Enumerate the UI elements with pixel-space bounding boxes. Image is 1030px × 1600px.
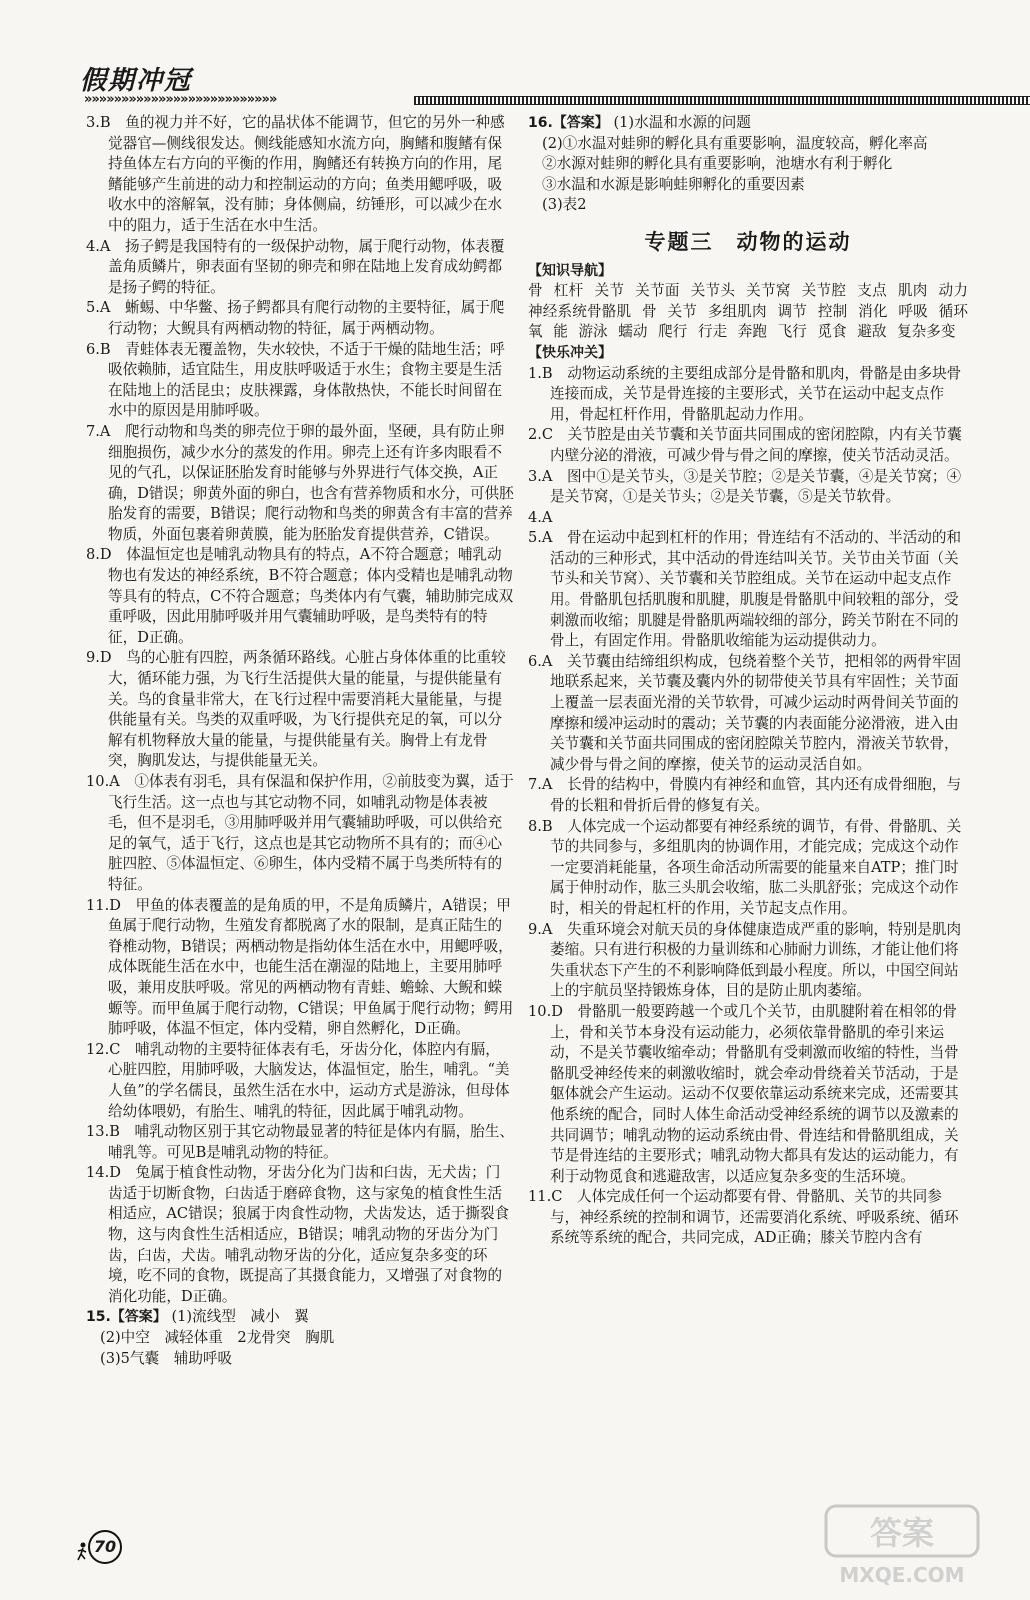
answer-16-line5: (3)表2: [542, 196, 587, 214]
knowledge-nav-label: 【知识导航】: [528, 262, 612, 279]
answer-15-label: 15.【答案】: [86, 1309, 167, 1326]
watermark-bottom: MXQE.COM: [839, 1563, 965, 1587]
answer-16-line4: ③水温和水源是影响蛙卵孵化的重要因素: [542, 175, 805, 193]
left-column: [86, 113, 514, 1369]
answer-16: [528, 113, 968, 216]
answer-item: 3.B 鱼的视力并不好，它的晶状体不能调节，但它的另外一种感觉器官—侧线很发达。侧线能感知水流方向，胸鳍和腹鳍有保持鱼体左右方向的平衡的作用，胸鳍还有转换方向的作用，尾鳍能够产生前进的动力和控制运动的方向；鱼类用鳃呼吸，吸收水中的溶解氧，没有肺；身体侧扁，纺锤形，可以减少在水中的阻力，适于生活在水中生活。: [86, 114, 505, 234]
answer-item: 1.B 动物运动系统的主要组成部分是骨骼和肌肉，骨骼是由多块骨连接而成，关节是骨连接的主要形式，关节在运动中起支点作用，骨起杠杆作用，骨骼肌起动力作用。: [528, 364, 962, 423]
answer-16-line1: (1)水温和水源的问题: [613, 114, 751, 131]
section-title: 专题三 动物的运动: [644, 229, 852, 254]
page-number: 70: [88, 1530, 122, 1564]
runner-icon: [76, 1542, 88, 1562]
knowledge-nav-text: 骨 杠杆 关节 关节面 关节头 关节窝 关节腔 支点 肌肉 动力 神经系统骨骼肌 骨 关节 多组肌肉 调节 控制 消化 呼吸 循环 氧 能 游泳 蠕动 爬行 行走 奔跑 飞行 觅食 避敌 复杂多变: [528, 282, 968, 341]
answer-item: 4.A: [528, 508, 553, 526]
answer-item: 7.A 长骨的结构中，骨膜内有神经和血管，其内还有成骨细胞，与骨的长粗和骨折后骨的修复有关。: [528, 776, 962, 814]
answer-item: 10.A ①体表有羽毛，具有保温和保护作用，②前肢变为翼，适于飞行生活。这一点也与其它动物不同，如哺乳动物是体表被毛，但不是羽毛，③用肺呼吸并用气囊辅助呼吸，可以供给充足的氧气，适于飞行，这点也是其它动物所不具有的；而④心脏四腔、⑤体温恒定、⑥卵生，体内受精不属于鸟类所特有的特征。: [86, 773, 514, 893]
answer-item: 7.A 爬行动物和鸟类的卵壳位于卵的最外面，坚硬，具有防止卵细胞损伤，减少水分的蒸发的作用。卵壳上还有许多肉眼看不见的气孔，以保证胚胎发育时能够与外界进行气体交换，A正确，D错误；卵黄外面的卵白，也含有营养物质和水分，可供胚胎发育的需要，B错误；爬行动物和鸟类的卵黄含有丰富的营养物质，外面包裹着卵黄膜，能为胚胎发育提供营养，C错误。: [86, 422, 514, 543]
answer-item: 13.B 哺乳动物区别于其它动物最显著的特征是体内有膈，胎生、哺乳等。可见B是哺乳动物的特征。: [86, 1123, 514, 1161]
answer-item: 14.D 兔属于植食性动物，牙齿分化为门齿和臼齿，无犬齿；门齿适于切断食物，臼齿适于磨碎食物，这与家兔的植食性生活相适应，AC错误；狼属于肉食性动物，犬齿发达，适于撕裂食物，这与肉食性生活相适应，B错误；哺乳动物的牙齿分为门齿，臼齿，犬齿。哺乳动物牙齿的分化，适应复杂多变的环境，吃不同的食物，既提高了其摄食能力，又增强了对食物的消化功能，D正确。: [86, 1164, 510, 1305]
practice-label: 【快乐冲关】: [528, 344, 612, 361]
answer-item: 11.D 甲鱼的体表覆盖的是角质的甲，不是角质鳞片，A错误；甲鱼属于爬行动物，生殖发育都脱离了水的限制，是真正陆生的脊椎动物，B错误；两栖动物是指幼体生活在水中，用鳃呼吸，成体既能生活在水中，也能生活在潮湿的陆地上，主要用肺呼吸，兼用皮肤呼吸。常见的两栖动物有青蛙、蟾蜍、大鲵和蝾螈等。而甲鱼属于爬行动物，C错误；甲鱼属于爬行动物；鳄用肺呼吸，体温不恒定，体内受精，卵自然孵化，D正确。: [86, 896, 514, 1038]
answer-15: [86, 1307, 514, 1369]
answer-15-line2: (2)中空 减轻体重 2龙骨突 胸肌: [100, 1329, 335, 1347]
answer-item: 12.C 哺乳动物的主要特征体表有毛，牙齿分化，体腔内有膈，心脏四腔，用肺呼吸，大脑发达，体温恒定，胎生，哺乳。“美人鱼”的学名儒艮，虽然生活在水中，运动方式是游泳，但母体给幼体喂奶，有胎生、哺乳的特征，因此属于哺乳动物。: [86, 1040, 510, 1120]
answer-item: 6.B 青蛙体表无覆盖物，失水较快，不适于干燥的陆地生活；呼吸依赖肺，适宜陆生，用皮肤呼吸适于水生；食物主要是生活在陆地上的活昆虫；皮肤裸露，身体散热快，不能长时间留在水中的原因是用肺呼吸。: [86, 340, 505, 420]
answer-item: 6.A 关节囊由结缔组织构成，包绕着整个关节，把相邻的两骨牢固地联系起来，关节囊及囊内外的韧带使关节具有牢固性；关节面上覆盖一层表面光滑的关节软骨，可减少运动时两骨间关节面的摩擦和缓冲运动时的震动；关节囊的内表面能分泌滑液，进入由关节囊和关节面共同围成的密闭腔隙关节腔内，滑液关节软骨，减少骨与骨之间的摩擦，使关节的运动灵活自如。: [528, 652, 962, 773]
answer-item: 2.C 关节腔是由关节囊和关节面共同围成的密闭腔隙，内有关节囊内壁分泌的滑液，可减少骨与骨之间的摩擦，使关节活动灵活。: [528, 426, 962, 464]
answer-item: 3.A 图中①是关节头，③是关节腔；②是关节囊，④是关节窝；④是关节窝，①是关节头；②是关节囊，⑤是关节软骨。: [528, 467, 962, 506]
answer-item: 8.D 体温恒定也是哺乳动物具有的特点，A不符合题意；哺乳动物也有发达的神经系统，B不符合题意；体内受精也是哺乳动物等具有的特点，C不符合题意；鸟类体内有气囊，辅助肺完成双重呼吸，因此用肺呼吸并用气囊辅助呼吸，是鸟类特有的特征，D正确。: [86, 546, 514, 646]
answer-16-line3: ②水源对蛙卵的孵化具有重要影响，池塘水有利于孵化: [542, 155, 893, 173]
answer-item: 5.A 蜥蜴、中华鳖、扬子鳄都具有爬行动物的主要特征，属于爬行动物；大鲵具有两栖动物的特征，属于两栖动物。: [86, 299, 505, 337]
answer-15-line3: (3)5气囊 辅助呼吸: [100, 1349, 233, 1367]
watermark-top: 答案: [869, 1514, 935, 1552]
answer-item: 10.D 骨骼肌一般要跨越一个或几个关节，由肌腱附着在相邻的骨上，骨和关节本身没有运动能力，必须依靠骨骼肌的牵引来运动，不是关节囊收缩牵动；骨骼肌有受刺激而收缩的特性，当骨骼肌受神经传来的刺激收缩时，就会牵动骨绕着关节活动，于是躯体就会产生运动。运动不仅要依靠运动系统来完成，还需要其他系统的配合，同时人体生命活动受神经系统的调节以及激素的共同调节；哺乳动物的运动系统由骨、骨连结和骨骼肌组成，关节是骨连结的主要形式；哺乳动物大都具有发达的运动能力，有利于动物觅食和逃避敌害，以适应复杂多变的生活环境。: [528, 1002, 959, 1185]
chevron-decoration: »»»»»»»»»»»»»»»»»»»»»»»»»»: [84, 92, 277, 106]
page-number-badge: [80, 1528, 118, 1562]
answer-15-line1: (1)流线型 减小 翼: [171, 1308, 309, 1326]
answer-item: 9.A 失重环境会对航天员的身体健康造成严重的影响，特别是肌肉萎缩。只有进行积极的力量训练和心肺耐力训练，才能让他们将失重状态下产生的不利影响降低到最小程度。所以，中国空间站上的宇航员坚持锻炼身体，目的是防止肌肉萎缩。: [528, 920, 962, 1000]
answer-16-label: 16.【答案】: [528, 115, 609, 131]
answer-item: 9.D 鸟的心脏有四腔，两条循环路线。心脏占身体体重的比重较大，循环能力强，为飞行生活提供大量的能量，与提供能量有关。鸟的食量非常大，在飞行过程中需要消耗大量能量，与提供能量有关。鸟类的双重呼吸，为飞行提供充足的氧，可以分解有机物释放大量的能量，与提供能量有关。胸骨上有龙骨突，胸肌发达，与提供能量无关。: [86, 649, 506, 770]
answer-item: 4.A 扬子鳄是我国特有的一级保护动物，属于爬行动物，体表覆盖角质鳞片，卵表面有坚韧的卵壳和卵在陆地上发育成幼鳄都是扬子鳄的特征。: [86, 237, 505, 296]
answer-item: 8.B 人体完成一个运动都要有神经系统的调节，有骨、骨骼肌、关节的共同参与，多组肌肉的协调作用，才能完成；完成这个动作一定要消耗能量，各项生命活动所需要的能量来自ATP；推门时属于伸肘动作，肱三头肌会收缩，肱二头肌舒张；完成这个动作时，相关的骨起杠杆的作用，关节起支点作用。: [528, 817, 962, 917]
right-column: [528, 113, 968, 1249]
header-rule: [414, 96, 1030, 105]
brand-title: 假期冲冠: [80, 66, 193, 96]
watermark-logo: [822, 1500, 982, 1590]
answer-item: 11.C 人体完成任何一个运动都要有骨、骨骼肌、关节的共同参与，神经系统的控制和调节，还需要消化系统、呼吸系统、循环系统等系统的配合，共同完成，AD正确；膝关节腔内含有: [528, 1188, 959, 1247]
answer-item: 5.A 骨在运动中起到杠杆的作用；骨连结有不活动的、半活动的和活动的三种形式，其中活动的骨连结叫关节。关节由关节面（关节头和关节窝）、关节囊和关节腔组成。关节在运动中起支点作用。骨骼肌包括肌腹和肌腱，肌腹是骨骼肌中间较粗的部分，受刺激而收缩；肌腱是骨骼肌两端较细的部分，跨关节附在不同的骨上，有固定作用。骨骼肌收缩能为运动提供动力。: [528, 529, 962, 650]
answer-16-line2: (2)①水温对蛙卵的孵化具有重要影响，温度较高，孵化率高: [542, 134, 928, 152]
page-header: [70, 58, 970, 108]
